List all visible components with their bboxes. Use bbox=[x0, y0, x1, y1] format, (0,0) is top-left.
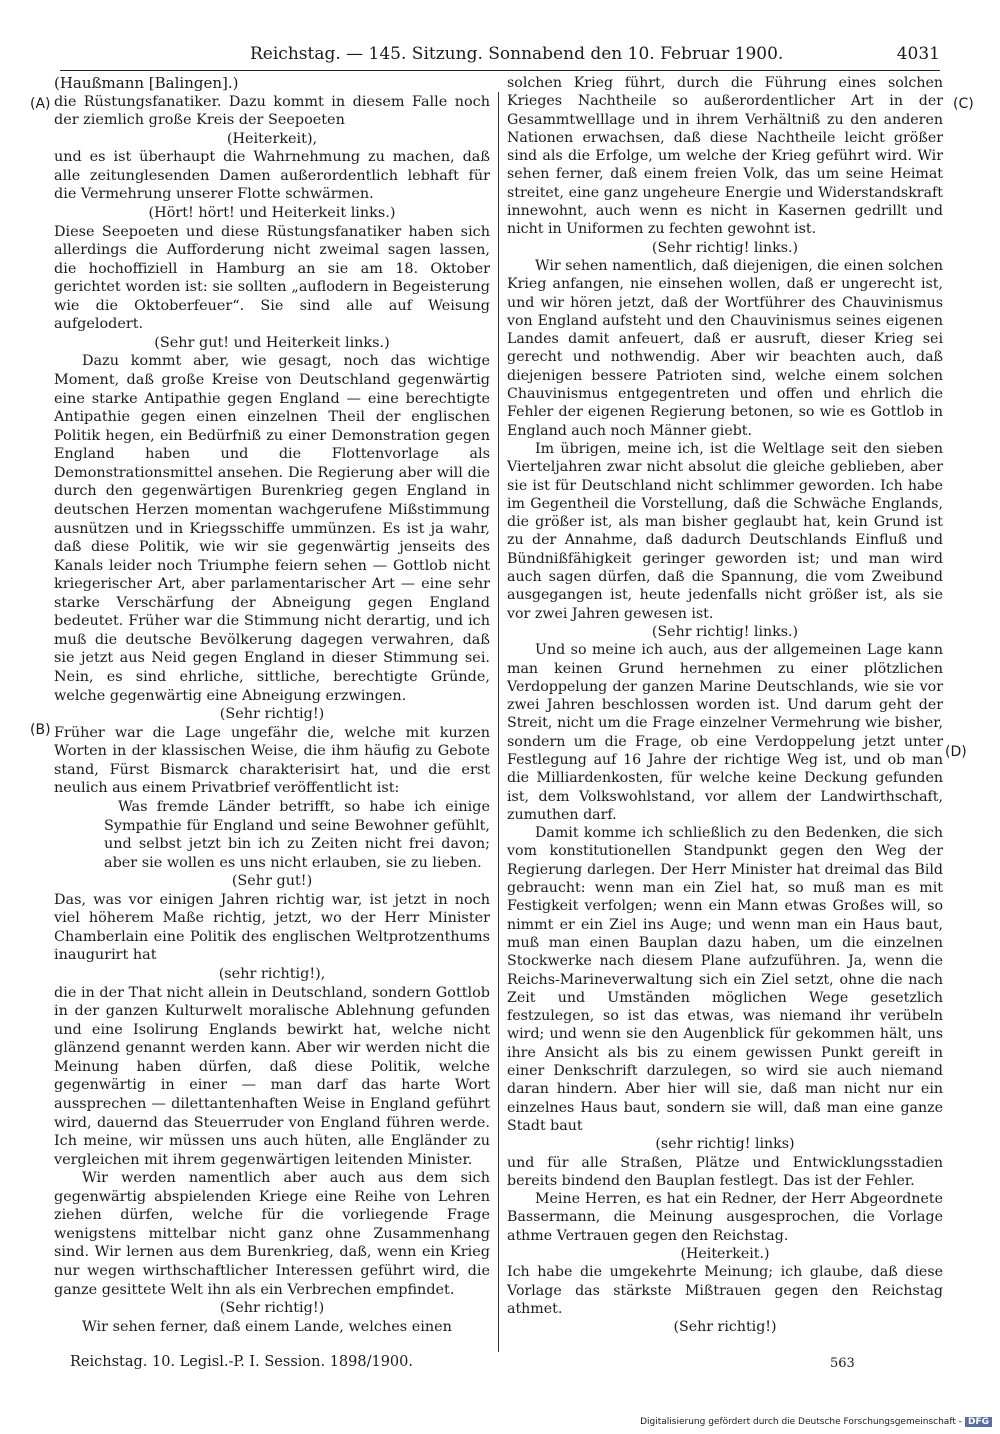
right-column bbox=[507, 74, 943, 1336]
paragraph: die in der That nicht allein in Deutschland, sondern Gottlob in der ganzen Kulturwelt moralische Ablehnung gefunden und eine Isolirung Englands bewirkt hat, welche nicht glänzend genannt werden kann. Aber wir werden nicht die Meinung haben dürfen, daß diese Politik, welche gegenwärtig in einer — man darf das harte Wort aussprechen — dilettantenhaften Weise in England geführt wird, dauernd das Steuerruder von England führen werde. Ich meine, wir müssen uns auch hüten, alle Engländer zu vergleichen mit ihrem gegenwärtigen leitenden Minister. bbox=[54, 984, 490, 1168]
interjection: (sehr richtig!), bbox=[218, 966, 326, 982]
page-header bbox=[60, 44, 940, 70]
paragraph: Dazu kommt aber, wie gesagt, noch das wichtige Moment, daß große Kreise von Deutschland gegenwärtig eine starke Antipathie gegen England — eine berechtigte Antipathie gegen einen einzelnen Theil der englischen Politik hegen, ein Bedürfniß zu einer Demonstration gegen England haben und die Flottenvorlage als Demonstrationsmittel ansehen. Die Regierung aber will die durch den gegenwärtigen Burenkrieg gegen England in deutschen Herzen momentan wachgerufene Mißstimmung ausnützen und in Kriegsschiffe ummünzen. Es ist ja wahr, daß diese Politik, wie wir sie gegenwärtig jenseits des Kanals leider noch Triumphe feiern sehen — Gottlob nicht kriegerischer Art, aber parlamentarischer Art — eine sehr starke Verschärfung der Abneigung gegen England bedeutet. Früher war die Stimmung nicht derartig, und ich muß die deutsche Bevölkerung dagegen verwahren, daß sie jetzt aus Neid gegen England in dieser Stimmung sei. Nein, es sind ehrliche, sittliche, berechtigte Gründe, welche gegenwärtig eine Abneigung erzwingen. bbox=[54, 353, 490, 704]
margin-mark-b: (B) bbox=[30, 722, 51, 738]
interjection: (Sehr gut! und Heiterkeit links.) bbox=[154, 334, 390, 351]
interjection: (Sehr richtig! links.) bbox=[651, 239, 799, 256]
left-column bbox=[54, 74, 490, 1336]
interjection: (Sehr gut!) bbox=[231, 873, 313, 890]
digitization-text: Digitalisierung gefördert durch die Deutsche Forschungsgemeinschaft - bbox=[640, 1417, 962, 1427]
column-divider bbox=[498, 92, 499, 1352]
paragraph: und für alle Straßen, Plätze und Entwicklungsstadien bereits bindend den Bauplan festlegt. Das ist der Fehler. bbox=[507, 1154, 943, 1189]
dfg-logo: DFG bbox=[965, 1417, 992, 1427]
paragraph: Früher war die Lage ungefähr die, welche mit kurzen Worten in der klassischen Weise, die ihm häufig zu Gebote stand, Fürst Bismarck charakterisirt hat, und die erst neulich aus einem Privatbrief veröffentlicht ist: bbox=[54, 724, 490, 797]
paragraph: Im übrigen, meine ich, ist die Weltlage seit den sieben Vierteljahren zwar nicht absolut die gleiche geblieben, aber sie ist für Deutschland nicht schlimmer geworden. Ich habe im Gegentheil die Vorstellung, daß die Schwäche Englands, die größer ist, als man bisher geglaubt hat, kein Grund ist zu der Annahme, daß dadurch Deutschlands Einfluß und Bündnißfähigkeit geringer geworden ist; und man wird auch sagen dürfen, daß die Spannung, die vom Zweibund ausgegangen ist, heute jedenfalls nicht größer ist, als sie vor zwei Jahren gewesen ist. bbox=[507, 440, 943, 622]
quotation: Was fremde Länder betrifft, so habe ich einige Sympathie für England und seine Bewohner gefühlt, und selbst jetzt bin ich zu Zeiten nicht frei davon; aber sie wollen es uns nicht erlauben, sie zu lieben. bbox=[104, 798, 490, 871]
paragraph: Wir sehen namentlich, daß diejenigen, die einen solchen Krieg anfangen, nie einsehen wollen, daß er ungerecht ist, und wir hören jetzt, daß der Wortführer des Chauvinismus von England aufsteht und den Chauvinismus seines eigenen Landes damit anfeuert, daß er ausruft, dieser Krieg sei gerecht und nothwendig. Aber wir beachten auch, daß diejenigen bessere Patrioten sind, welche einem solchen Chauvinismus entgegentreten und offen und ehrlich die Fehler der eigenen Regierung betonen, so wie es Gottlob in England auch noch Männer giebt. bbox=[507, 257, 943, 439]
interjection: (sehr richtig! links) bbox=[655, 1136, 795, 1153]
running-title: Reichstag. — 145. Sitzung. Sonnabend den 10. Februar 1900. bbox=[250, 44, 784, 64]
footer-sheet-number: 563 bbox=[830, 1356, 855, 1371]
speaker-note: (Haußmann [Balingen].) bbox=[54, 74, 239, 92]
paragraph: Und so meine ich auch, aus der allgemeinen Lage kann man keinen Grund hernehmen zu einer plötzlichen Verdoppelung der ganzen Marine Deutschlands, wie sie vor zwei Jahren beschlossen worden ist. Und darum geht der Streit, nicht um die Frage einzelner Vermehrung wie bisher, sondern um die Frage, ob eine Verdoppelung jetzt unter Festlegung auf 16 Jahre der richtige Weg ist, und ob man die Milliardenkosten, für welche keine Deckung gefunden ist, dem Volkswohlstand, vor allem der Landwirthschaft, zumuthen darf. bbox=[507, 642, 943, 823]
paragraph: solchen Krieg führt, durch die Führung eines solchen Krieges Nachtheile so außerordentlicher Art in der Gesammtwelllage und in ihrem Verhältniß zu den anderen Nationen erwachsen, daß diese Nachtheile leicht größer sind als die Erfolge, um welche der Krieg geführt wird. Wir sehen ferner, daß einem freien Volk, das um seine Heimat streitet, eine ganz ungeheure Energie und Widerstandskraft innewohnt, auch wenn es nicht in Kasernen gedrillt und nicht in Uniformen zu fechten gewohnt ist. bbox=[507, 75, 943, 238]
interjection: (Heiterkeit.) bbox=[680, 1246, 770, 1262]
interjection: (Sehr richtig!) bbox=[219, 1300, 325, 1317]
header-rule bbox=[60, 70, 940, 71]
margin-mark-c: (C) bbox=[953, 96, 974, 112]
interjection: (Sehr richtig!) bbox=[673, 1319, 777, 1336]
margin-mark-d: (D) bbox=[945, 744, 967, 760]
interjection: (Heiterkeit), bbox=[226, 130, 318, 147]
footer-session: Reichstag. 10. Legisl.-P. I. Session. 1898/1900. bbox=[70, 1354, 413, 1370]
paragraph: die Rüstungsfanatiker. Dazu kommt in diesem Falle noch der ziemlich große Kreis der Seepoeten bbox=[54, 93, 490, 129]
interjection: (Sehr richtig!) bbox=[219, 706, 325, 723]
paragraph: Diese Seepoeten und diese Rüstungsfanatiker haben sich allerdings die Aufforderung nicht zweimal sagen lassen, die hochoffiziell in Hamburg an sie am 18. Oktober gerichtet worden ist: sie sollten „auflodern in Begeisterung wie die Oktoberfeuer“. Sie sind alle auf Weisung aufgelodert. bbox=[54, 223, 490, 333]
interjection: (Sehr richtig! links.) bbox=[651, 623, 799, 640]
margin-mark-a: (A) bbox=[30, 96, 51, 112]
paragraph: und es ist überhaupt die Wahrnehmung zu machen, daß alle zeitunglesenden Damen außerordentlich lebhaft für die Vermehrung unserer Flotte schwärmen. bbox=[54, 149, 490, 203]
paragraph: Wir sehen ferner, daß einem Lande, welches einen bbox=[82, 1318, 452, 1335]
digitization-credit bbox=[640, 1417, 992, 1427]
page-number: 4031 bbox=[896, 44, 940, 64]
interjection: (Hört! hört! und Heiterkeit links.) bbox=[148, 204, 396, 221]
paragraph: Wir werden namentlich aber auch aus dem sich gegenwärtig abspielenden Kriege eine Reihe von Lehren ziehen dürfen, welche für die vorliegende Frage wenigstens mittelbar nicht ganz ohne Zusammenhang sind. Wir lernen aus dem Burenkrieg, daß, wenn ein Krieg nur wegen wirthschaftlicher Interessen geführt wird, die ganze gesittete Welt ihn als ein Verbrechen empfindet. bbox=[54, 1170, 490, 1298]
paragraph: Damit komme ich schließlich zu den Bedenken, die sich vom konstitutionellen Standpunkt gegen den Weg der Regierung darlegen. Der Herr Minister hat dreimal das Bild gebraucht: wenn man ein Ziel hat, so muß man es mit Festigkeit verfolgen; wenn ein Mann etwas Großes will, so nimmt er ein Ziel ins Auge; und wenn man ein Haus baut, muß man einen Bauplan dazu haben, um die einzelnen Stockwerke nach diesem Plane aufzuführen. Ja, wenn die Reichs-Marineverwaltung sich ein Ziel setzt, ohne die nach Zeit und Umständen möglichen Wege gesetzlich festzulegen, so ist das etwas, was niemand ihr verübeln wird; und wenn sie den Augenblick für gekommen hält, uns ihre Ansicht als bis zu einem gewissen Punkt gereift in einer Denkschrift darzulegen, so wird sie auch niemand daran hindern. Aber hier will sie, daß man nicht nur ein einzelnes Haus baut, sondern sie will, daß man eine ganze Stadt baut bbox=[507, 825, 943, 1134]
paragraph: Das, was vor einigen Jahren richtig war, ist jetzt in noch viel höherem Maße richtig, jetzt, wo der Herr Minister Chamberlain eine Politik des englischen Weltprotzenthums inaugurirt hat bbox=[54, 891, 490, 964]
paragraph: Meine Herren, es hat ein Redner, der Herr Abgeordnete Bassermann, die Meinung ausgesprochen, die Vorlage athme Vertrauen gegen den Reichstag. bbox=[507, 1191, 943, 1244]
paragraph: Ich habe die umgekehrte Meinung; ich glaube, daß diese Vorlage das stärkste Mißtrauen gegen den Reichstag athmet. bbox=[507, 1264, 943, 1317]
